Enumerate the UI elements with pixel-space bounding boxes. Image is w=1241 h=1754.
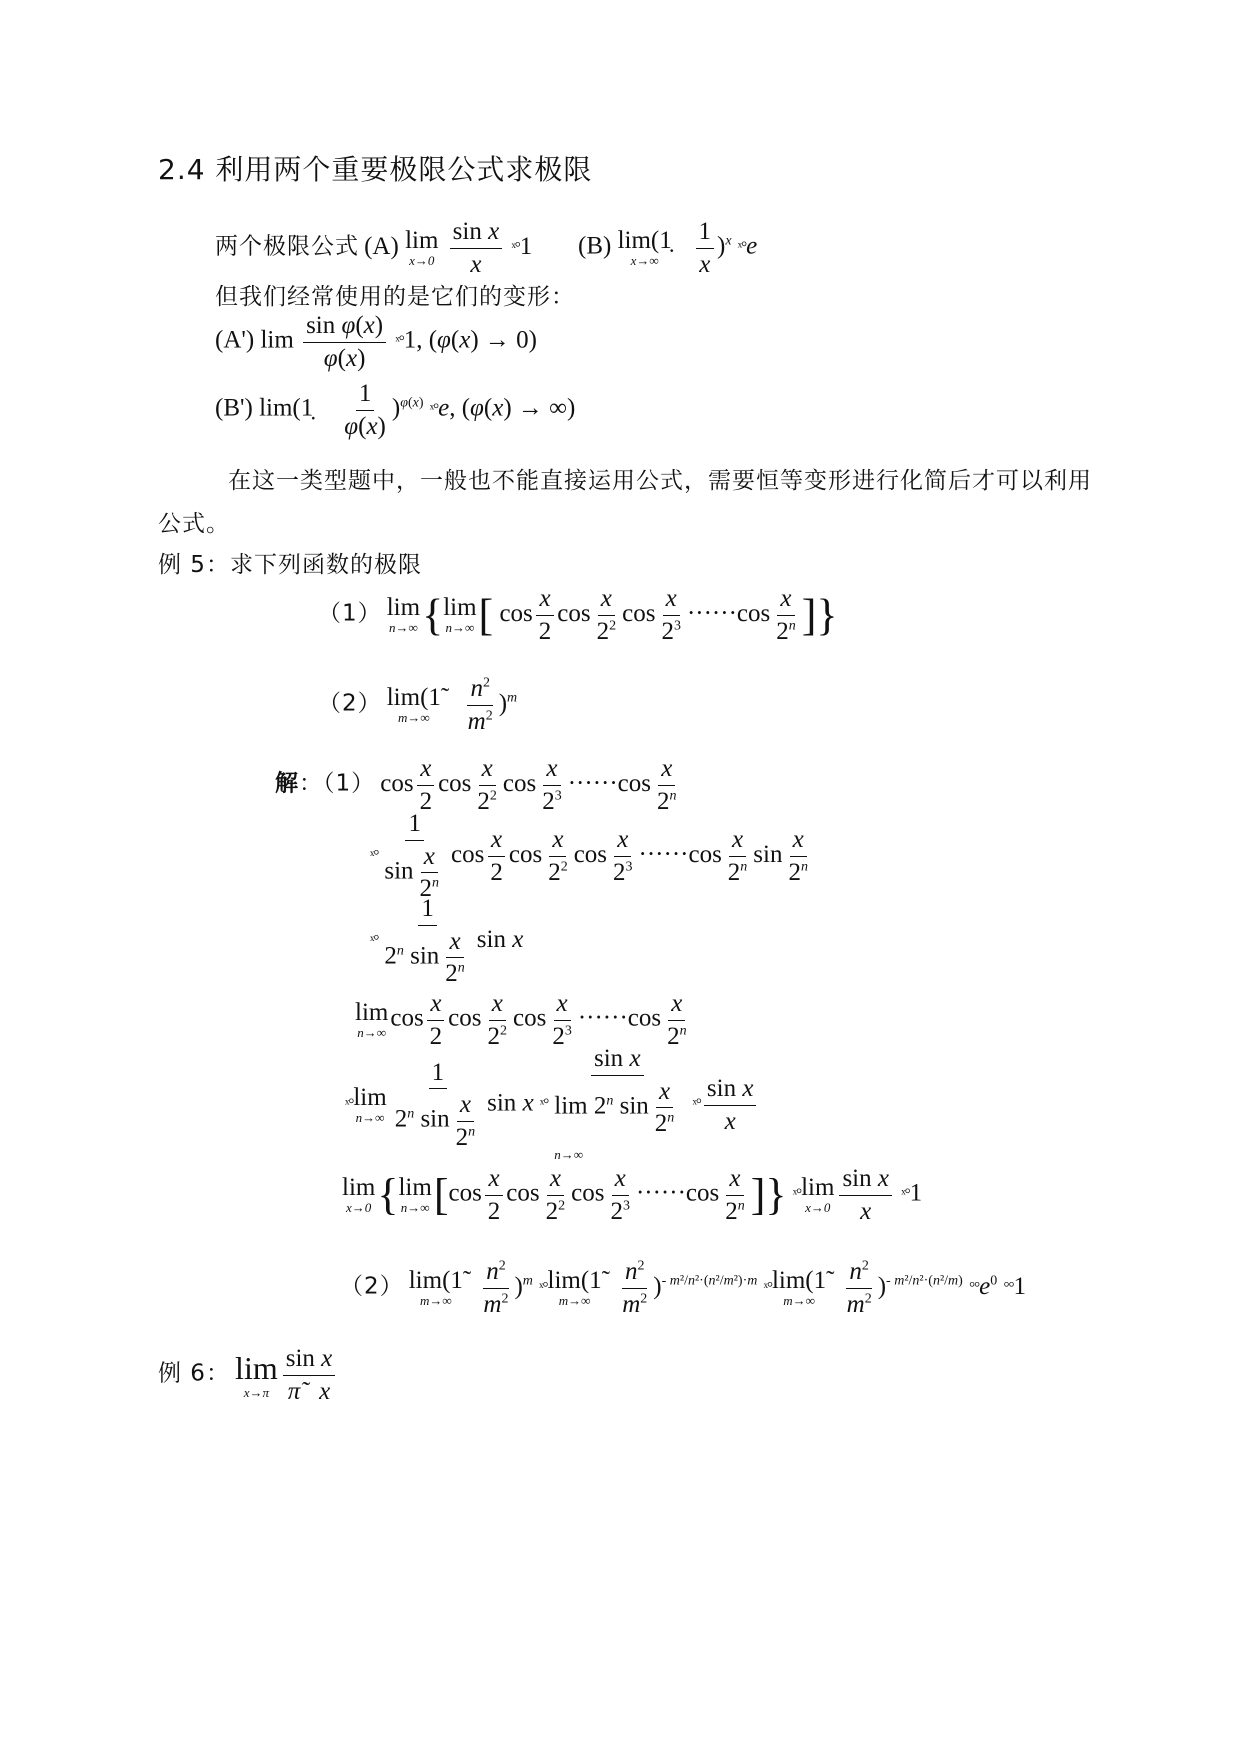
paragraph-line2: 公式。: [158, 511, 230, 537]
formula-a-label: (A): [364, 232, 399, 260]
formulas-line: [215, 218, 532, 278]
formula-a: (A) lim x→0 $\frac{\text{sin x}}{x}$ ˣ°1: [364, 218, 533, 278]
paragraph-line1: 在这一类型题中，一般也不能直接运用公式，需要恒等变形进行化简后才可以利用: [228, 468, 1092, 494]
solution-line1: 解：（1） cos $\frac{x}{2}$ cos $\frac{x}{2^2}$ cos $\frac{x}{2^3}$ ······cos $\frac{x}{2^n}$: [275, 755, 677, 815]
example5-label: 例 5：求下列函数的极限: [158, 552, 422, 578]
ex5-problem1: （1） lim n→∞ { lim n→∞ [ cos $\frac{x}{2}$ cos $\frac{x}{2^2}$ cos $\frac{x}{2^3}$ ······cos $\frac{x}{2^n}$ ]}: [318, 585, 838, 645]
solution-step3: ˣ° 1 2$^n$ sin $\frac{x}{2^n}$ sin x: [370, 895, 524, 987]
solution-line2: （2） lim(1̃ m→∞ $\frac{n^2}{m^2}$ )$^m$ ˣ° lim(1̃ m→∞ $\frac{n^2}{m^2}$ )$^{- m^2/n^2\cdot(n^2/m^2)\cdot m}$ ˣ° lim(1̃ m→∞ $\frac{n^2}{m^2}$ )$^{- m^2/n^2\cdot(n^2/m)}$ $^\circ^\circ e^0$ °°1: [340, 1258, 1026, 1318]
formula-a-prime: (A') lim $\frac{\text{sin φ(x)}}{\varphi(x)}$ ˣ°1, (φ(x) → 0): [215, 312, 537, 372]
transform-intro: 但我们经常使用的是它们的变形：: [215, 284, 575, 310]
ex5-problem2: （2） lim(1̃ m→∞ $\frac{n^2}{m^2}$ )$^m$: [318, 675, 518, 735]
formulas-intro: 两个极限公式: [215, 233, 359, 260]
solution-step6: lim x→0 { lim n→∞ [cos $\frac{x}{2}$ cos $\frac{x}{2^2}$ cos $\frac{x}{2^3}$ ······cos $\frac{x}{2^n}$ ]} ˣ° lim x→0 $\frac{\text{sin x}}{x}$ ˣ°1: [342, 1165, 923, 1225]
solution-step5: ˣ° lim n→∞ 1 2$^n$ sin $\frac{x}{2^n}$ sin x ˣ° sin x lim 2$^n$ sin $\frac{x}{2^n}$ n→∞ ˣ° $\frac{\text{sin x}}{x}$: [345, 1045, 759, 1165]
formula-b: (B) lim(1̣ x→∞ $\frac{1}{x}$ )$^x$ ˣ°e: [578, 218, 758, 278]
section-title: 2.4 利用两个重要极限公式求极限: [158, 153, 593, 186]
formula-b-prime: (B') lim(1̣ $\frac{1}{\varphi(x)}$ )$^{\varphi(x)}$ ˣ°e, (φ(x) → ∞): [215, 380, 576, 440]
solution-step4: lim n→∞ cos $\frac{x}{2}$ cos $\frac{x}{2^2}$ cos $\frac{x}{2^3}$ ······cos $\frac{x}{2^n}$: [355, 990, 687, 1050]
example6: 例 6： lim x→π $\frac{\text{sin x}}{\pĩ x}$: [158, 1345, 338, 1405]
solution-step2: ˣ° 1 sin $\frac{x}{2^n}$ cos $\frac{x}{2}$ cos $\frac{x}{2^2}$ cos $\frac{x}{2^3}$ ······cos $\frac{x}{2^n}$ sin $\frac{x}{2^n}$: [370, 810, 808, 902]
formula-b-label: (B): [578, 232, 612, 260]
